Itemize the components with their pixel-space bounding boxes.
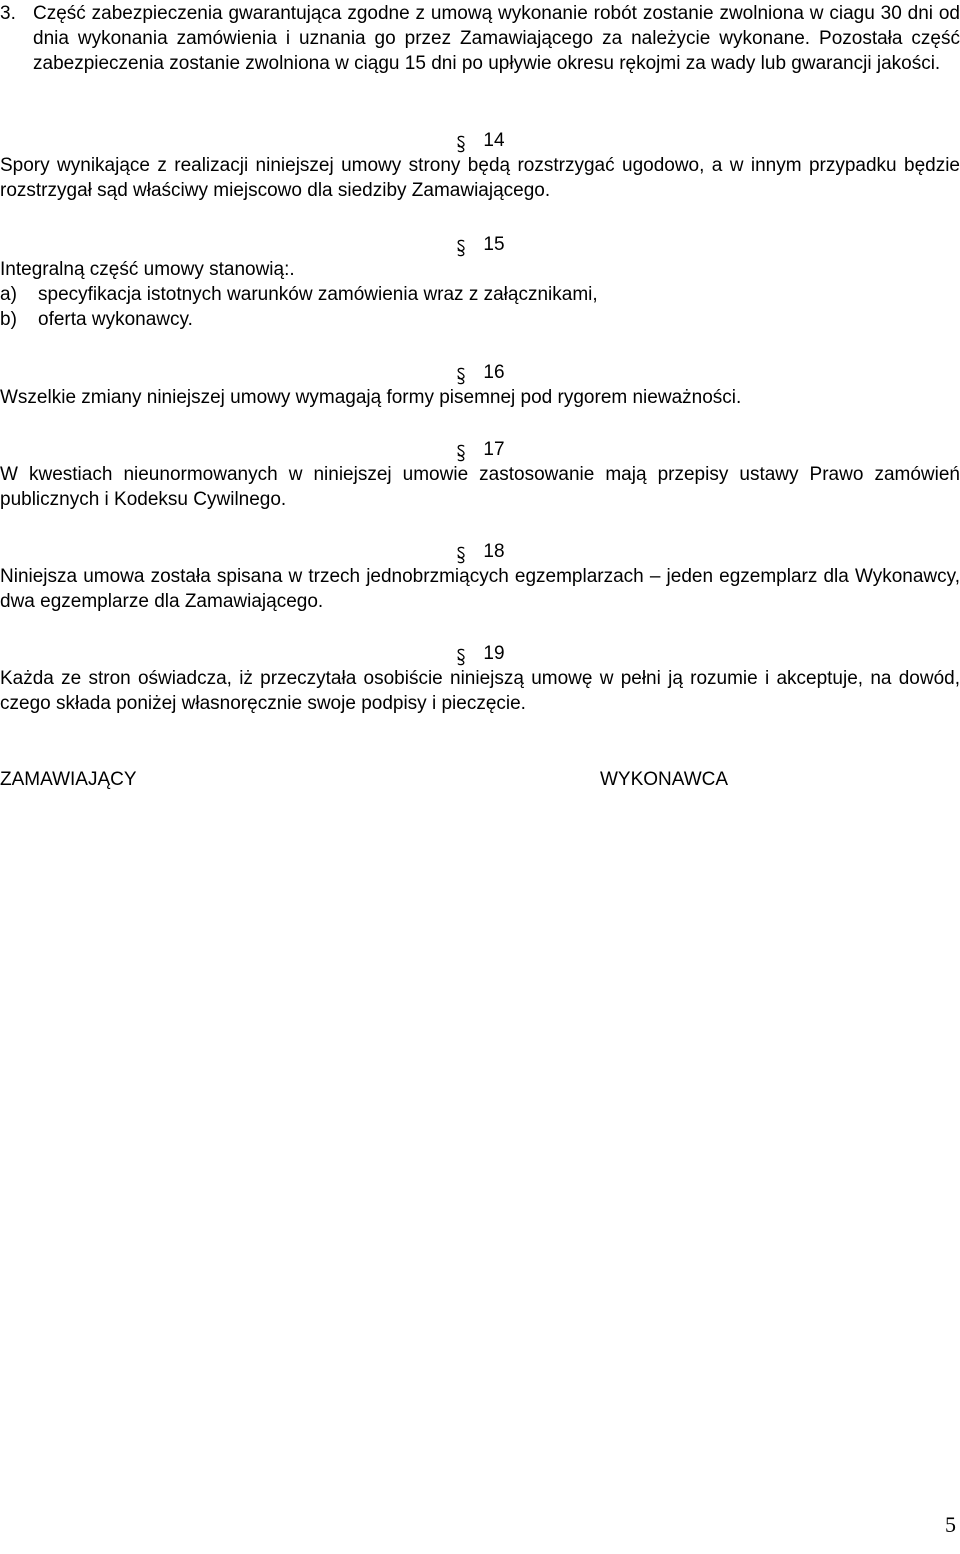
section-heading-17 (0, 437, 960, 462)
section-16-text: Wszelkie zmiany niniejszej umowy wymagają formy pisemnej pod rygorem nieważności. (0, 387, 742, 408)
page-number: 5 (945, 1512, 956, 1537)
section-number: 16 (483, 362, 505, 383)
section-14-text: Spory wynikające z realizacji niniejszej umowy strony będą rozstrzygać ugodowo, a w innym przypadku będzie rozstrzygał sąd właściwy miejscowo dla siedziby Zamawiającego. (0, 155, 960, 201)
paragraph-sign-icon (455, 239, 467, 257)
section-number: 15 (483, 234, 505, 255)
section-heading-14 (0, 128, 960, 153)
list-item-text: oferta wykonawcy. (38, 309, 193, 330)
list-item (0, 282, 960, 307)
section-17-text: W kwestiach nieunormowanych w niniejszej umowie zastosowanie mają przepisy ustawy Prawo zamówień publicznych i Kodeksu Cywilnego. (0, 464, 960, 510)
section-heading-16 (0, 360, 960, 385)
section-18-text: Niniejsza umowa została spisana w trzech jednobrzmiących egzemplarzach – jeden egzemplarz dla Wykonawcy, dwa egzemplarze dla Zamawiającego. (0, 566, 960, 612)
paragraph-sign-icon (455, 135, 467, 153)
section-heading-15 (0, 232, 960, 257)
section-heading-19 (0, 641, 960, 666)
section-number: 17 (483, 439, 505, 460)
list-item-3 (0, 1, 960, 76)
section-number: 19 (483, 643, 505, 664)
section-15-intro: Integralną część umowy stanowią:. (0, 259, 295, 280)
signature-party-left: ZAMAWIAJĄCY (0, 769, 137, 790)
list-marker: b) (0, 309, 17, 330)
section-number: 14 (483, 130, 505, 151)
list-item (0, 307, 960, 332)
section-number: 18 (483, 541, 505, 562)
paragraph-sign-icon (455, 367, 467, 385)
paragraph-sign-icon (455, 648, 467, 666)
section-heading-18 (0, 539, 960, 564)
item-number: 3. (0, 3, 16, 24)
section-19-text: Każda ze stron oświadcza, iż przeczytała osobiście niniejszą umowę w pełni ją rozumie i akceptuje, na dowód, czego składa poniżej własnoręcznie swoje podpisy i pieczęcie. (0, 668, 960, 714)
list-marker: a) (0, 284, 17, 305)
list-item-text: specyfikacja istotnych warunków zamówienia wraz z załącznikami, (38, 284, 598, 305)
signature-party-right: WYKONAWCA (600, 769, 729, 790)
paragraph-sign-icon (455, 444, 467, 462)
item-text: Część zabezpieczenia gwarantująca zgodne z umową wykonanie robót zostanie zwolniona w ciagu 30 dni od dnia wykonania zamówienia i uznania go przez Zamawiającego za należycie wykonane. Pozostała część zabezpieczenia zostanie zwolniona w ciągu 15 dni po upływie okresu rękojmi za wady lub gwarancji jakości. (33, 3, 960, 74)
paragraph-sign-icon (455, 546, 467, 564)
